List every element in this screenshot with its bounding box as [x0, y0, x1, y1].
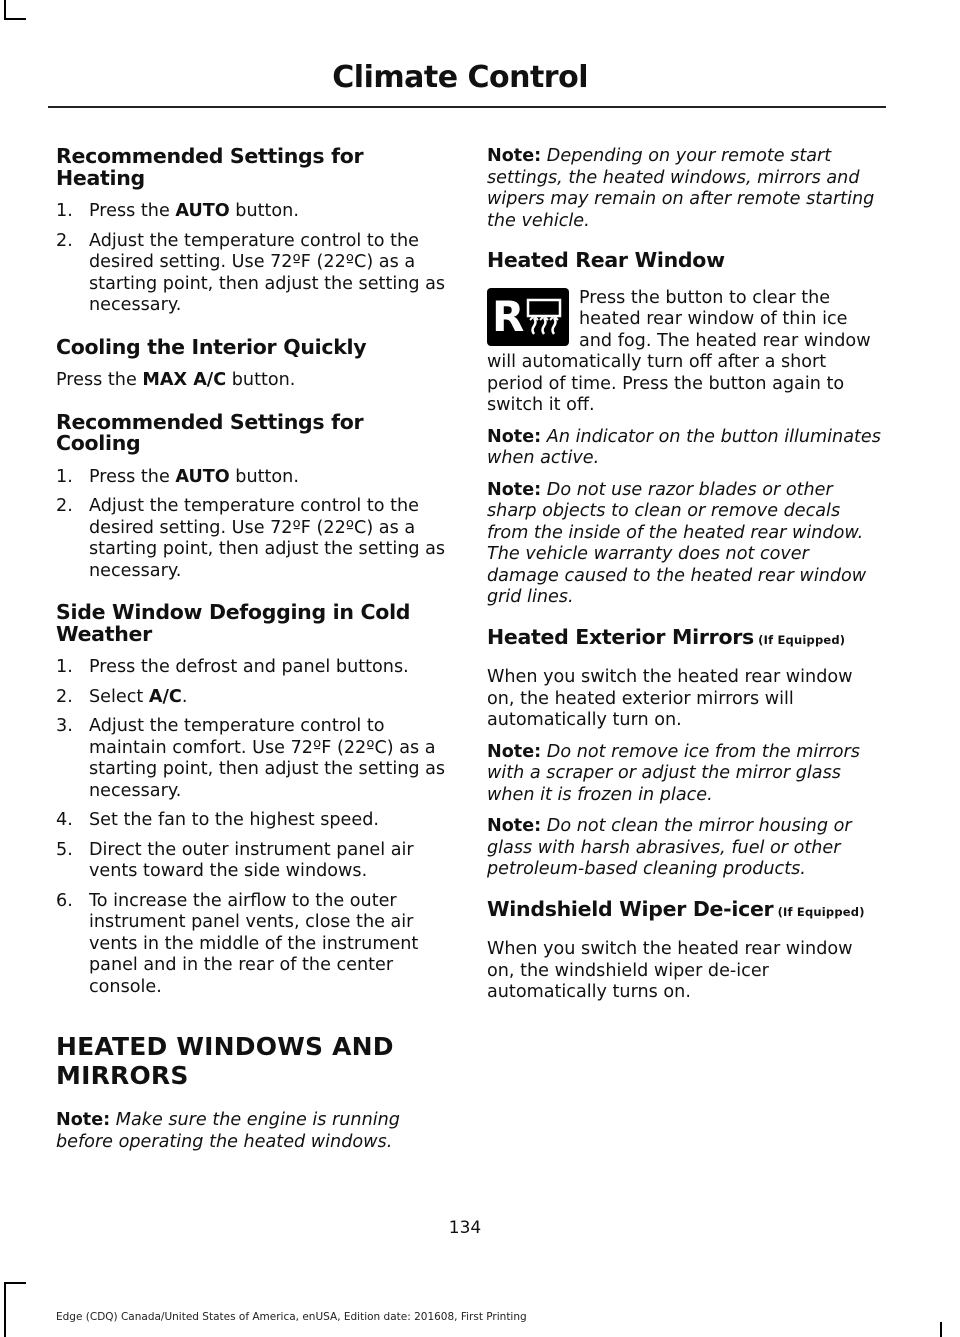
item-number: 4. — [56, 810, 73, 830]
item-number: 2. — [56, 230, 73, 251]
section-heating-settings — [56, 146, 448, 317]
note-label: Note: — [487, 146, 542, 166]
note-label: Note: — [487, 426, 542, 447]
item-number: 2. — [56, 686, 73, 707]
note-text: Do not remove ice from the mirrors with a scraper or adjust the mirror glass when it is frozen in place. — [487, 741, 860, 805]
section-cooling-settings — [56, 409, 448, 583]
item-text: Direct the outer instrument panel air vents toward the side windows. — [89, 839, 414, 881]
item-text: Press the — [89, 201, 176, 221]
section-heading: Side Window Defogging in Cold Weather — [56, 600, 411, 646]
item-text: Set the fan to the highest speed. — [89, 810, 379, 830]
rear-defrost-icon-letter: R — [492, 291, 525, 341]
item-text: Select — [89, 686, 149, 707]
crop-mark — [4, 18, 26, 20]
list-item — [56, 467, 448, 489]
note-label: Note: — [487, 479, 542, 500]
page-number: 134 — [448, 1218, 482, 1238]
left-column — [56, 146, 448, 1163]
paragraph: When you switch the heated rear window on, the windshield wiper de-icer automatically turns on. — [487, 939, 853, 1002]
section-heated-windows-mirrors — [56, 1032, 448, 1153]
item-text: button. — [229, 201, 299, 221]
if-equipped-label: (If Equipped) — [753, 632, 846, 647]
paragraph — [56, 370, 448, 392]
section-heading: Recommended Settings for Cooling — [56, 409, 364, 455]
list-item — [56, 810, 448, 832]
defrost-wave-icon — [525, 298, 563, 338]
numbered-list — [56, 657, 448, 998]
chapter-heading-line: MIRRORS — [56, 1061, 189, 1090]
section-windshield-wiper-deicer — [487, 896, 881, 1004]
rear-window-body — [487, 288, 881, 417]
section-heading: Heated Rear Window — [487, 248, 725, 272]
list-item — [56, 231, 448, 317]
note-text: An indicator on the button illuminates when active. — [487, 426, 881, 468]
note — [487, 480, 881, 609]
item-text: Adjust the temperature control to the desired setting. Use 72ºF (22ºC) as a starting point, then adjust the setting as necessary. — [89, 496, 446, 581]
button-name-auto: AUTO — [175, 201, 230, 221]
crop-mark — [4, 1282, 6, 1337]
item-text: Press the — [89, 466, 176, 487]
note — [487, 742, 881, 807]
section-heading-text: Windshield Wiper De-icer — [487, 896, 774, 921]
paragraph-text: Press the — [56, 370, 143, 390]
list-item — [56, 201, 448, 223]
item-number: 6. — [56, 890, 73, 911]
crop-mark — [4, 0, 6, 20]
section-heading — [487, 624, 881, 652]
right-column — [487, 146, 881, 1014]
button-name-ac: A/C — [148, 686, 182, 707]
chapter-heading — [56, 1032, 448, 1090]
list-item — [56, 657, 448, 679]
item-text: . — [181, 686, 188, 707]
list-item — [56, 840, 448, 883]
section-heated-rear-window — [487, 250, 881, 609]
crop-mark — [4, 1282, 26, 1284]
section-heading: Recommended Settings for Heating — [56, 144, 364, 190]
numbered-list — [56, 467, 448, 583]
note-label: Note: — [487, 816, 542, 836]
section-cooling-quickly — [56, 334, 448, 392]
note-label: Note: — [56, 1110, 111, 1130]
section-heading — [487, 896, 881, 924]
note-label: Note: — [487, 741, 542, 762]
page-title: Climate Control — [332, 60, 588, 95]
item-text: button. — [229, 466, 299, 487]
numbered-list — [56, 201, 448, 317]
note-text: Do not clean the mirror housing or glass with harsh abrasives, fuel or other petroleum-based cleaning products. — [487, 816, 852, 879]
header-divider — [48, 106, 886, 108]
paragraph-text: Press the button to clear the heated rear window of thin ice and fog. The heated rear window will automatically turn off after a short period of time. Press the button again to switch it off. — [487, 287, 871, 415]
section-side-window-defogging — [56, 602, 448, 998]
crop-mark — [940, 1322, 942, 1337]
note-text: Depending on your remote start settings, the heated windows, mirrors and wipers may remain on after remote starting the vehicle. — [487, 146, 875, 231]
item-number: 1. — [56, 466, 73, 487]
note — [487, 427, 881, 470]
list-item — [56, 687, 448, 709]
list-item — [56, 716, 448, 802]
if-equipped-label: (If Equipped) — [773, 904, 865, 919]
button-name-max-ac: MAX A/C — [142, 370, 227, 390]
note-text: Do not use razor blades or other sharp objects to clean or remove decals from the inside of the heated rear window. The vehicle warranty does not cover damage caused to the heated rear window grid lines. — [487, 479, 867, 607]
item-text: Adjust the temperature control to the desired setting. Use 72ºF (22ºC) as a starting point, then adjust the setting as necessary. — [89, 230, 446, 315]
paragraph-text: button. — [226, 370, 296, 390]
item-text: Press the defrost and panel buttons. — [89, 657, 409, 677]
rear-defrost-icon — [487, 288, 569, 346]
note — [487, 146, 881, 232]
note — [487, 816, 881, 881]
footer-edition: Edge (CDQ) Canada/United States of America, enUSA, Edition date: 201608, First Printing — [56, 1311, 527, 1323]
note — [56, 1110, 448, 1153]
section-heading: Cooling the Interior Quickly — [56, 334, 367, 359]
item-number: 1. — [56, 201, 73, 221]
item-text: Adjust the temperature control to maintain comfort. Use 72ºF (22ºC) as a starting point, then adjust the setting as necessary. — [89, 716, 446, 801]
list-item — [56, 496, 448, 582]
item-number: 5. — [56, 839, 73, 860]
chapter-heading-line: HEATED WINDOWS AND — [56, 1032, 394, 1061]
item-text: To increase the airflow to the outer instrument panel vents, close the air vents in the middle of the instrument panel and in the rear of the center console. — [89, 890, 419, 997]
section-heading-text: Heated Exterior Mirrors — [487, 624, 754, 649]
list-item — [56, 891, 448, 999]
button-name-auto: AUTO — [175, 466, 230, 487]
item-number: 3. — [56, 716, 73, 736]
item-number: 2. — [56, 496, 73, 516]
note-text: Make sure the engine is running before operating the heated windows. — [56, 1110, 400, 1152]
item-number: 1. — [56, 657, 73, 677]
paragraph: When you switch the heated rear window on, the heated exterior mirrors will automatically turn on. — [487, 667, 853, 730]
section-heated-exterior-mirrors — [487, 624, 881, 881]
